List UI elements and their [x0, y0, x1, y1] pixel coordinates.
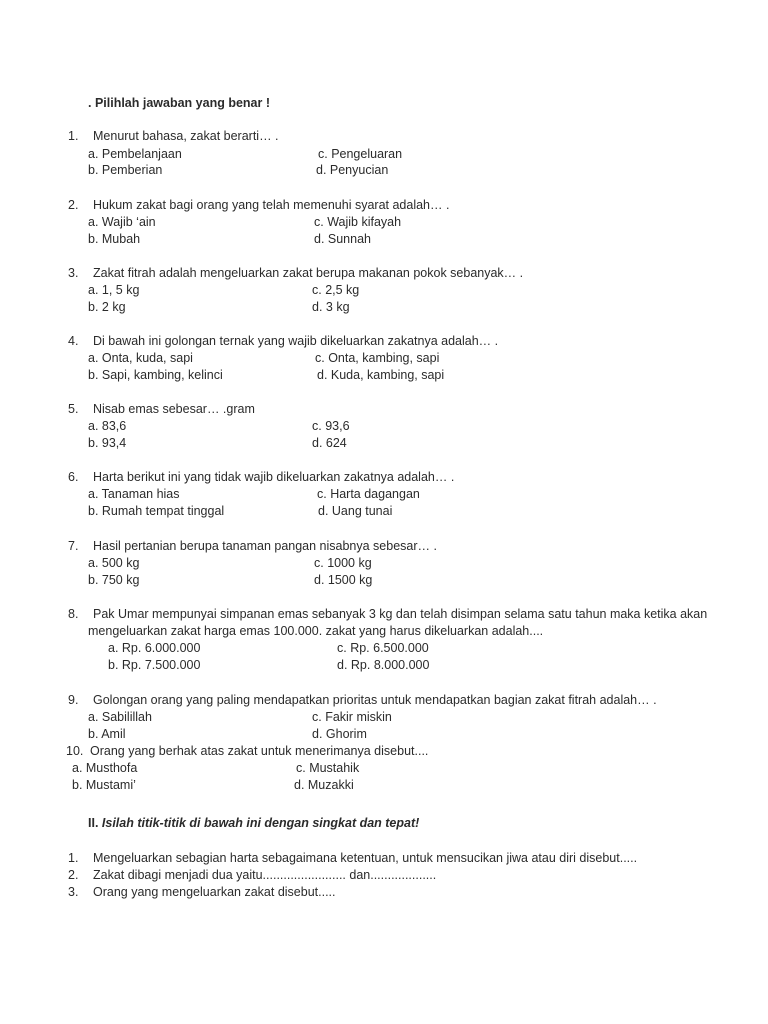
question-text: Nisab emas sebesar… .gram: [93, 402, 255, 416]
question-number: 1.: [68, 129, 79, 143]
option-b: b. 750 kg: [88, 573, 140, 587]
item-number: 1.: [68, 851, 79, 865]
option-c: c. Mustahik: [296, 761, 360, 775]
item-text: Mengeluarkan sebagian harta sebagaimana ketentuan, untuk mensucikan jiwa atau diri disebut.....: [93, 851, 638, 865]
option-b: b. Sapi, kambing, kelinci: [88, 368, 223, 382]
section2-heading: [88, 815, 419, 831]
question-number: 7.: [68, 539, 79, 553]
item-text: Orang yang mengeluarkan zakat disebut.....: [93, 885, 336, 899]
option-a: a. 500 kg: [88, 556, 140, 570]
option-d: d. 624: [312, 436, 347, 450]
option-b: b. Amil: [88, 727, 126, 741]
item-number: 2.: [68, 868, 79, 882]
question-text: Hasil pertanian berupa tanaman pangan nisabnya sebesar… .: [93, 539, 437, 553]
section1-title: . Pilihlah jawaban yang benar !: [88, 96, 270, 110]
question-text: Di bawah ini golongan ternak yang wajib dikeluarkan zakatnya adalah… .: [93, 334, 499, 348]
option-d: d. Uang tunai: [318, 504, 393, 518]
question-number: 6.: [68, 470, 79, 484]
option-b: b. Mustami’: [72, 778, 136, 792]
item-number: 3.: [68, 885, 79, 899]
option-b: b. Rp. 7.500.000: [108, 658, 201, 672]
section2-number: II.: [88, 816, 99, 830]
question-number: 2.: [68, 198, 79, 212]
question-text: Hukum zakat bagi orang yang telah memenuhi syarat adalah… .: [93, 198, 450, 212]
option-c: c. Wajib kifayah: [314, 215, 402, 229]
question-number: 3.: [68, 266, 79, 280]
option-d: d. Ghorim: [312, 727, 367, 741]
option-c: c. Onta, kambing, sapi: [315, 351, 440, 365]
question-number: 5.: [68, 402, 79, 416]
question-text: Harta berikut ini yang tidak wajib dikeluarkan zakatnya adalah… .: [93, 470, 455, 484]
question-number: 10.: [66, 744, 84, 758]
option-d: d. Kuda, kambing, sapi: [317, 368, 445, 382]
question-text: Menurut bahasa, zakat berarti… .: [93, 129, 279, 143]
option-a: a. 1, 5 kg: [88, 283, 140, 297]
option-a: a. Musthofa: [72, 761, 138, 775]
option-d: d. Sunnah: [314, 232, 371, 246]
option-a: a. 83,6: [88, 419, 127, 433]
option-d: d. 3 kg: [312, 300, 350, 314]
option-a: a. Wajib ‘ain: [88, 215, 156, 229]
option-b: b. Mubah: [88, 232, 141, 246]
option-a: a. Rp. 6.000.000: [108, 641, 201, 655]
question-text: Orang yang berhak atas zakat untuk menerimanya disebut....: [90, 744, 429, 758]
option-c: c. Rp. 6.500.000: [337, 641, 429, 655]
question-number: 9.: [68, 693, 79, 707]
option-b: b. Rumah tempat tinggal: [88, 504, 225, 518]
option-a: a. Pembelanjaan: [88, 147, 182, 161]
option-c: c. Fakir miskin: [312, 710, 392, 724]
question-number: 8.: [68, 607, 79, 621]
question-text: Golongan orang yang paling mendapatkan prioritas untuk mendapatkan bagian zakat fitrah adalah… .: [93, 693, 657, 707]
option-c: c. 93,6: [312, 419, 350, 433]
option-d: d. Muzakki: [294, 778, 354, 792]
option-a: a. Tanaman hias: [88, 487, 180, 501]
option-c: c. Harta dagangan: [317, 487, 420, 501]
section2-title: Isilah titik-titik di bawah ini dengan singkat dan tepat!: [101, 816, 420, 830]
question-number: 4.: [68, 334, 79, 348]
option-d: d. 1500 kg: [314, 573, 373, 587]
option-a: a. Sabilillah: [88, 710, 152, 724]
option-c: c. 1000 kg: [314, 556, 372, 570]
option-d: d. Penyucian: [316, 163, 389, 177]
option-d: d. Rp. 8.000.000: [337, 658, 430, 672]
option-b: b. Pemberian: [88, 163, 163, 177]
option-a: a. Onta, kuda, sapi: [88, 351, 193, 365]
item-text: Zakat dibagi menjadi dua yaitu........................ dan...................: [93, 868, 437, 882]
question-text: Pak Umar mempunyai simpanan emas sebanyak 3 kg dan telah disimpan selama satu tahun maka ketika akan: [93, 607, 708, 621]
question-text-continued: mengeluarkan zakat harga emas 100.000. zakat yang harus dikeluarkan adalah....: [88, 624, 544, 638]
option-b: b. 93,4: [88, 436, 127, 450]
question-text: Zakat fitrah adalah mengeluarkan zakat berupa makanan pokok sebanyak… .: [93, 266, 524, 280]
option-b: b. 2 kg: [88, 300, 126, 314]
option-c: c. Pengeluaran: [318, 147, 403, 161]
option-c: c. 2,5 kg: [312, 283, 360, 297]
